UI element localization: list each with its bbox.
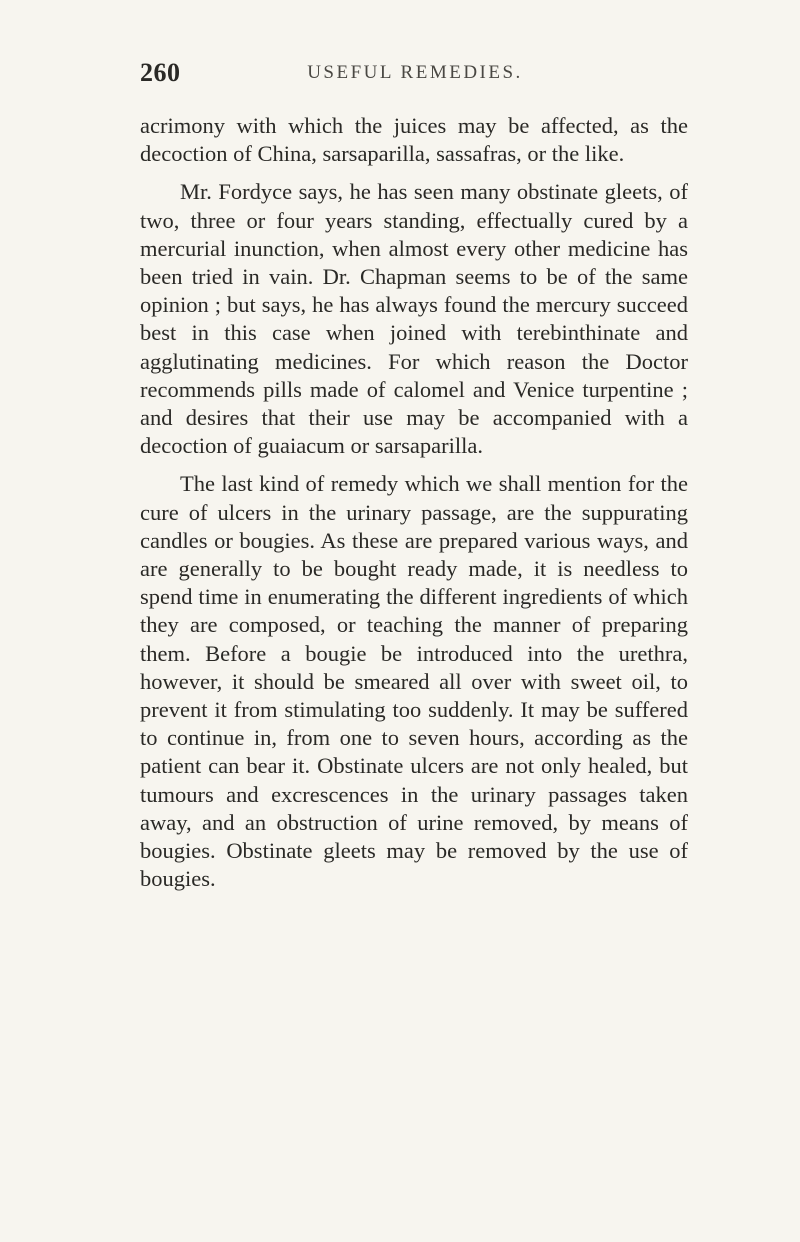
paragraph-continuation: acrimony with which the juices may be affected, as the decoction of China, sarsaparilla, sassafras, or the like. <box>140 113 688 167</box>
paragraph-fordyce: Mr. Fordyce says, he has seen many obstinate gleets, of two, three or four years standing, effectually cured by a mercurial inunction, when almost every other medicine has been tried in vain. Dr. Chapman seems to be of the same opinion ; but says, he has always found the mercury succeed best in this case when joined with terebinthinate and agglutinating medicines. For which reason the Doctor recommends pills made of calomel and Venice turpentine ; and desires that their use may be accompanied with a decoction of guaiacum or sarsaparilla. <box>140 179 688 459</box>
page-number: 260 <box>140 58 181 87</box>
body-text <box>140 112 688 893</box>
paragraph-bougies: The last kind of remedy which we shall mention for the cure of ulcers in the urinary passage, are the suppurating candles or bougies. As these are prepared various ways, and are generally to be bought ready made, it is needless to spend time in enumerating the different ingredients of which they are composed, or teaching the manner of preparing them. Before a bougie be introduced into the urethra, however, it should be smeared all over with sweet oil, to prevent it from stimulating too suddenly. It may be suffered to continue in, from one to seven hours, according as the patient can bear it. Obstinate ulcers are not only healed, but tumours and excrescences in the urinary passages taken away, and an obstruction of urine removed, by means of bougies. Obstinate gleets may be removed by the use of bougies. <box>140 471 688 892</box>
page-header <box>140 58 690 90</box>
running-title: USEFUL REMEDIES. <box>307 62 523 83</box>
